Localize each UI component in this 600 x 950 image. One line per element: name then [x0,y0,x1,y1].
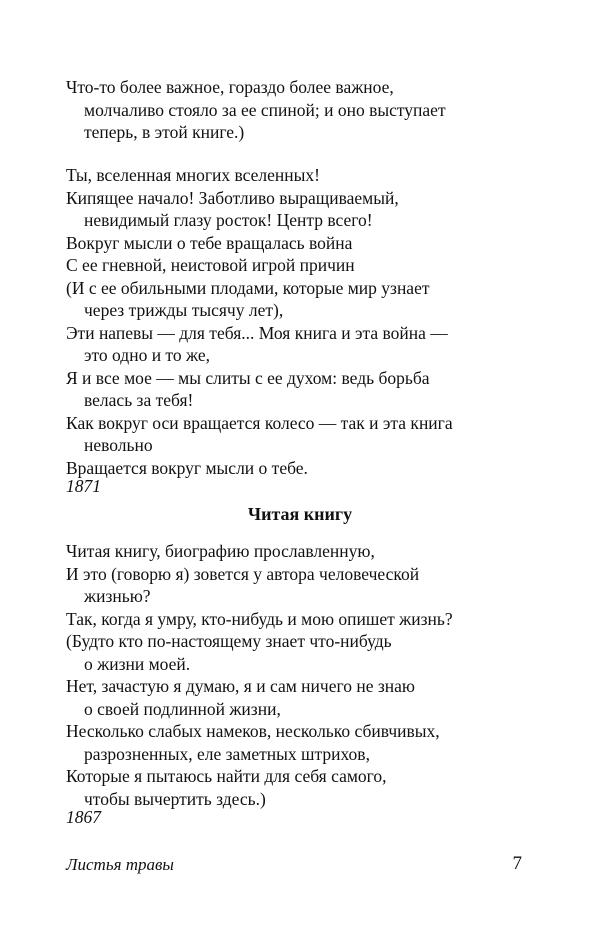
poem-year: 1867 [66,807,101,827]
poem-line: невидимый глазу росток! Центр всего! [84,210,373,230]
poem-line: Вокруг мысли о тебе вращалась война [66,232,353,253]
poem-line: велась за тебя! [84,390,194,410]
poem-line: Несколько слабых намеков, несколько сбивчивых, [66,721,440,741]
poem-line: Ты, вселенная многих вселенных! [66,165,320,185]
poem-line: Как вокруг оси вращается колесо — так и эта книга [66,412,453,433]
text-line: молчаливо стояло за ее спиной; и оно выступает [84,99,446,120]
poem-line: разрозненных, еле заметных штрихов, [84,743,370,764]
poem-line: (Будто кто по-настоящему знает что-нибудь [66,631,392,651]
poem-line: невольно [84,435,153,455]
poem-body [66,164,536,479]
poem-line: через трижды тысячу лет), [84,300,284,320]
poem-line: И это (говорю я) зовется у автора человеческой [66,563,420,584]
text-line: Что-то более важное, гораздо более важное, [66,77,394,97]
poem-line: о жизни моей. [84,653,191,674]
poem-line: Читая книгу, биографию прославленную, [66,541,375,561]
poem-line: Которые я пытаюсь найти для себя самого, [66,766,387,786]
poem-line: Я и все мое — мы слиты с ее духом: ведь борьба [66,367,430,388]
poem-line: это одно и то же, [84,345,210,365]
poem-line: чтобы вычертить здесь.) [84,788,266,809]
poem-line: Эти напевы — для тебя... Моя книга и эта война — [66,322,448,343]
poem-line: жизнью? [84,586,151,606]
poem-line: (И с ее обильными плодами, которые мир узнает [66,277,430,298]
poem-line: С ее гневной, неистовой игрой причин [66,255,355,275]
prose-continuation [66,76,536,144]
poem-line: Нет, зачастую я думаю, я и сам ничего не знаю [66,676,415,696]
poem-line: Кипящее начало! Заботливо выращиваемый, [66,187,399,208]
poem-body [66,540,536,810]
poem-title: Читая книгу [247,504,353,524]
text-line: теперь, в этой книге.) [84,122,245,142]
poem-line: Так, когда я умру, кто-нибудь и мою опишет жизнь? [66,608,453,629]
page-number: 7 [512,853,522,874]
poem-year: 1871 [66,476,101,496]
poem-line: Вращается вокруг мысли о тебе. [66,457,308,478]
poem-line: о своей подлинной жизни, [84,698,281,719]
footer-book-title: Листья травы [66,855,174,874]
